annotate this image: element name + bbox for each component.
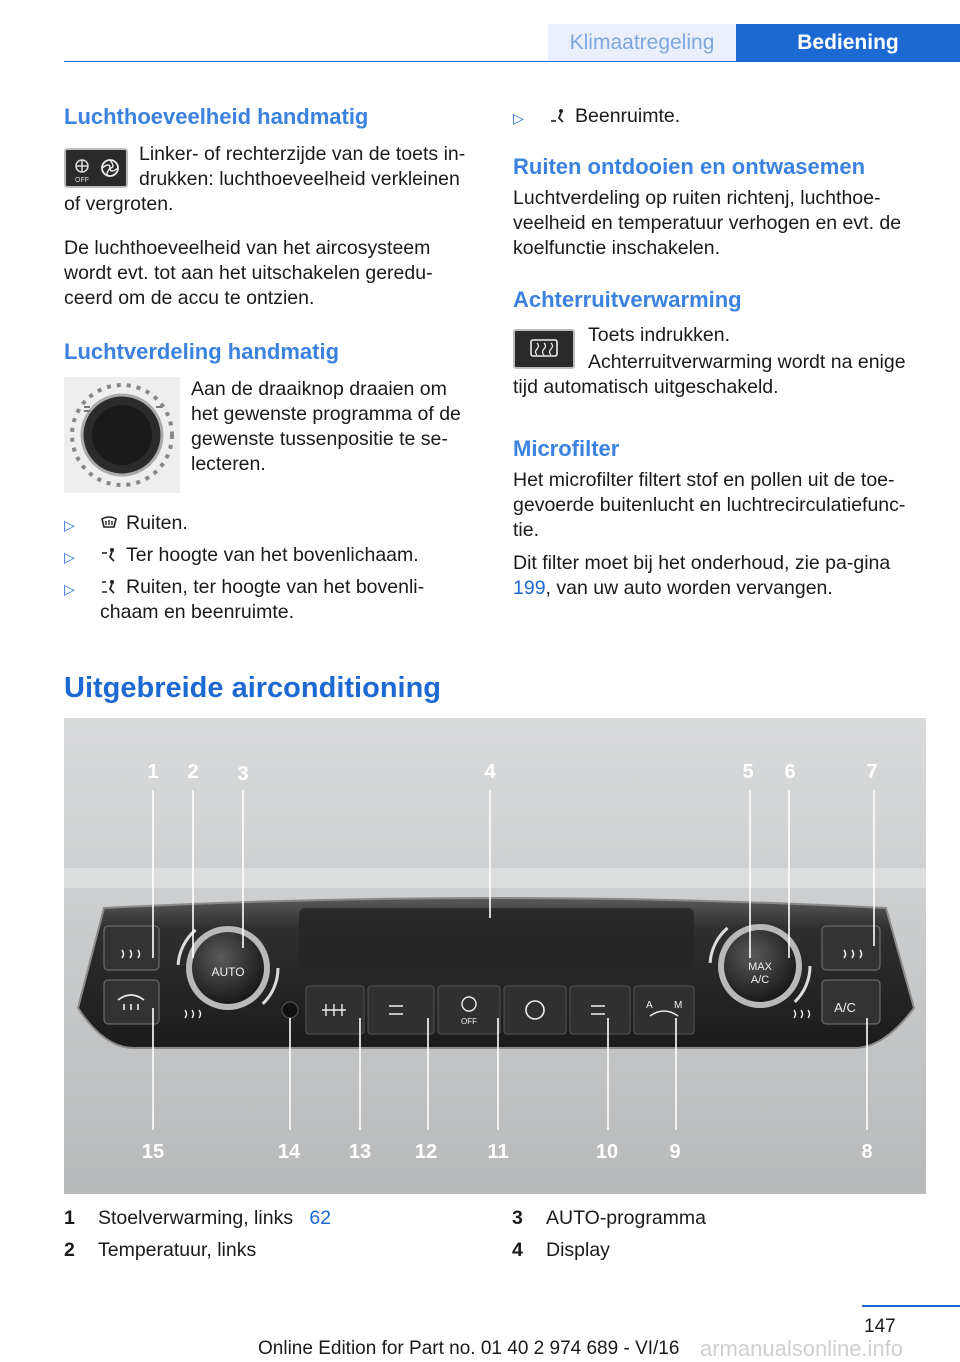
callout-12: 12 xyxy=(414,1141,438,1163)
legend-item xyxy=(64,1234,331,1266)
list-item xyxy=(64,575,476,625)
list-item-text: Ter hoogte van het bovenlichaam. xyxy=(126,544,419,566)
recirc-a-label: A xyxy=(646,1000,653,1011)
air-amount-text2: drukken: luchthoeveelheid verkleinen xyxy=(139,168,460,190)
legend-item xyxy=(512,1234,706,1266)
off-label: OFF xyxy=(461,1017,477,1026)
auto-label: AUTO xyxy=(211,965,245,979)
edition-line: Online Edition for Part no. 01 40 2 974 689 - VI/16 xyxy=(258,1338,680,1359)
legend-text: AUTO-programma xyxy=(546,1207,707,1229)
microfilter-page-link[interactable]: 199 xyxy=(513,577,546,599)
callout-13: 13 xyxy=(348,1141,372,1163)
recirculation-button xyxy=(634,986,694,1034)
air-amount-para2: De luchthoeveelheid van het aircosysteem wordt evt. tot aan het uitschakelen geredu-ceerd om de accu te ontzien. xyxy=(64,237,433,309)
heading-microfilter: Microfilter xyxy=(513,436,620,461)
watermark: armanualsonline.info xyxy=(700,1336,904,1361)
legend-text: Temperatuur, links xyxy=(98,1239,257,1261)
microfilter-text2b: , van uw auto worden vervangen. xyxy=(545,577,833,599)
header-tab-section: Klimaatregeling xyxy=(548,24,736,61)
callout-9: 9 xyxy=(669,1141,681,1163)
list-item-text: Ruiten, ter hoogte van het bovenli-chaam en beenruimte. xyxy=(100,576,425,623)
callout-5: 5 xyxy=(742,761,754,783)
defrost-text: Luchtverdeling op ruiten richtenj, luchthoe-veelheid en temperatuur verhogen en evt. de koelfunctie inschakelen. xyxy=(513,187,902,259)
rear-heating-text1: Toets indrukken. xyxy=(588,324,730,346)
climate-panel-figure xyxy=(64,718,926,1194)
heading-defrost: Ruiten ontdooien en ontwasemen xyxy=(513,154,866,179)
max-label: MAX xyxy=(748,961,772,973)
air-amount-text1: Linker- of rechterzijde van de toets in- xyxy=(139,143,466,165)
right-column xyxy=(513,104,925,601)
seat-heating-right-button xyxy=(822,926,880,970)
fan-off-label: OFF xyxy=(75,177,89,184)
fan-decrease-button xyxy=(438,986,500,1034)
fan-off-icon xyxy=(66,150,126,186)
legend-page-link[interactable]: 62 xyxy=(309,1207,332,1229)
max-defrost-button xyxy=(104,980,159,1024)
list-bullet-icon: ▷ xyxy=(64,581,75,597)
legend-right xyxy=(512,1202,706,1266)
callout-15: 15 xyxy=(141,1141,165,1163)
microfilter-text: Het microfilter filtert stof en pollen uit de toe-gevoerde buitenlucht en luchtrecirculatiefunc-tie. xyxy=(513,469,906,541)
callout-2: 2 xyxy=(187,761,199,783)
seat-heating-left-button xyxy=(104,926,159,970)
list-item-text: Ruiten. xyxy=(126,512,188,534)
heading-air-distribution: Luchtverdeling handmatig xyxy=(64,339,340,364)
heading-rear-window-heating: Achterruitverwarming xyxy=(513,287,742,312)
distribution-list xyxy=(64,511,476,625)
legend-text: Stoelverwarming, links xyxy=(98,1207,294,1229)
air-distribution-text: Aan de draaiknop draaien om het gewenste programma of de gewenste tussenpositie te se-lecteren. xyxy=(191,378,461,475)
air-amount-block xyxy=(64,142,476,220)
ac-label: A/C xyxy=(834,1000,856,1015)
fan-increase-button xyxy=(504,986,566,1034)
callout-14: 14 xyxy=(277,1141,301,1163)
legend-left xyxy=(64,1202,331,1266)
callout-11: 11 xyxy=(487,1141,509,1163)
header-tab-chapter: Bediening xyxy=(736,24,960,61)
legend-number: 4 xyxy=(512,1239,523,1261)
footwell-air-button xyxy=(570,986,630,1034)
max-ac-label: A/C xyxy=(750,974,770,986)
upper-body-icon xyxy=(100,547,118,563)
rear-heating-block xyxy=(513,323,925,401)
windshield-body-feet-icon xyxy=(100,579,118,595)
list-bullet-icon: ▷ xyxy=(64,549,75,565)
display-area xyxy=(299,908,694,968)
air-amount-text3: of vergroten. xyxy=(64,193,174,215)
callout-10: 10 xyxy=(595,1141,619,1163)
header-rule xyxy=(64,61,960,62)
left-column xyxy=(64,104,476,625)
list-bullet-icon: ▷ xyxy=(64,517,75,533)
microfilter-text2a: Dit filter moet bij het onderhoud, zie pa-gina xyxy=(513,552,891,574)
callout-1: 1 xyxy=(147,761,159,783)
air-distribution-block xyxy=(64,377,476,497)
legend-number: 3 xyxy=(512,1207,523,1229)
legend-number: 1 xyxy=(64,1207,75,1229)
fan-button-image xyxy=(64,148,128,188)
list-bullet-icon: ▷ xyxy=(513,110,524,126)
legend-number: 2 xyxy=(64,1239,75,1261)
legend-item xyxy=(512,1202,706,1234)
callout-3: 3 xyxy=(237,763,249,785)
list-item xyxy=(64,543,476,568)
recirc-m-label: M xyxy=(674,1000,683,1011)
callout-4: 4 xyxy=(484,761,496,783)
distribution-knob-image xyxy=(64,377,180,493)
callout-8: 8 xyxy=(861,1141,873,1163)
list-item xyxy=(64,511,476,536)
list-item-text: Beenruimte. xyxy=(575,105,681,127)
section-title: Uitgebreide airconditioning xyxy=(64,672,442,704)
footer-rule xyxy=(862,1305,960,1307)
callout-7: 7 xyxy=(866,761,878,783)
windshield-air-button xyxy=(368,986,434,1034)
legend-item xyxy=(64,1202,331,1234)
rear-heating-text2: Achterruitverwarming wordt na enige xyxy=(588,351,906,373)
page-number: 147 xyxy=(864,1316,896,1337)
callout-6: 6 xyxy=(784,761,796,783)
list-item xyxy=(513,104,925,129)
windshield-icon xyxy=(100,515,118,531)
rear-heating-button-image xyxy=(513,329,575,369)
footwell-icon xyxy=(549,108,567,124)
microfilter-text2 xyxy=(513,551,925,601)
rear-window-heating-icon xyxy=(515,331,573,367)
legend-text: Display xyxy=(546,1239,610,1261)
heading-air-amount: Luchthoeveelheid handmatig xyxy=(64,104,369,129)
rear-heating-text3: tijd automatisch uitgeschakeld. xyxy=(513,376,779,398)
